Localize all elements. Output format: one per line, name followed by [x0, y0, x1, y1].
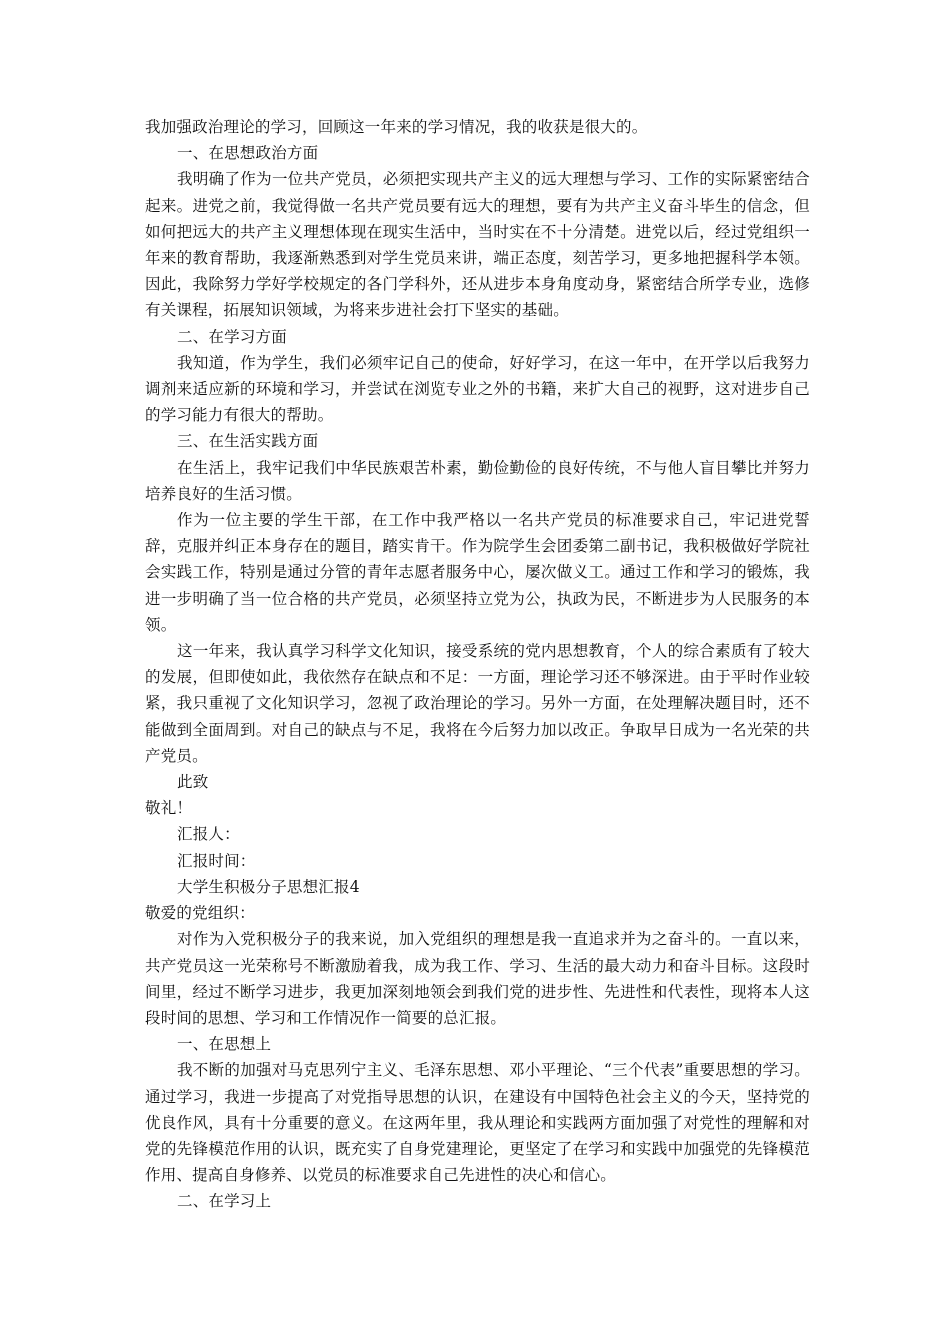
section-heading: 三、在生活实践方面: [177, 432, 319, 451]
section-heading: 一、在思想政治方面: [177, 144, 319, 163]
report-title: 大学生积极分子思想汇报4: [177, 877, 360, 896]
paragraph: 我不断的加强对马克思列宁主义、毛泽东思想、邓小平理论、“三个代表”重要思想的学习。通过学习，我进一步提高了对党指导思想的认识，在建设有中国特色社会主义的今天，坚持党的优良作风，具有十分重要的意义。在这两年里，我从理论和实践两方面加强了对党性的理解和对党的先锋模范作用的认识，既充实了自身党建理论，更坚定了在学习和实践中加强党的先锋模范作用、提高自身修养、以党员的标准要求自己先进性的决心和信心。: [145, 1061, 810, 1185]
closing-salutation: 此致: [177, 773, 209, 792]
greeting: 敬爱的党组织：: [145, 904, 255, 923]
closing-respect: 敬礼！: [145, 799, 193, 818]
paragraph: 作为一位主要的学生干部，在工作中我严格以一名共产党员的标准要求自己，牢记进党誓辞，克服并纠正本身存在的题目，踏实肯干。作为院学生会团委第二副书记，我积极做好学院社会实践工作，特别是通过分管的青年志愿者服务中心，屡次做义工。通过工作和学习的锻炼，我进一步明确了当一位合格的共产党员，必须坚持立党为公，执政为民，不断进步为人民服务的本领。: [145, 511, 810, 634]
paragraph: 我加强政治理论的学习，回顾这一年来的学习情况，我的收获是很大的。: [145, 118, 648, 136]
paragraph: 我知道，作为学生，我们必须牢记自己的使命，好好学习，在这一年中，在开学以后我努力调剂来适应新的环境和学习，并尝试在浏览专业之外的书籍，来扩大自己的视野，这对进步自己的学习能力有很大的帮助。: [145, 353, 810, 425]
reporter-label: 汇报人：: [177, 825, 240, 844]
section-heading: 二、在学习上: [177, 1192, 272, 1211]
paragraph: 在生活上，我牢记我们中华民族艰苦朴素，勤俭勤俭的良好传统，不与他人盲目攀比并努力培养良好的生活习惯。: [145, 458, 810, 503]
paragraph: 对作为入党积极分子的我来说，加入党组织的理想是我一直追求并为之奋斗的。一直以来，共产党员这一光荣称号不断激励着我，成为我工作、学习、生活的最大动力和奋斗目标。这段时间里，经过不断学习进步，我更加深刻地领会到我们党的进步性、先进性和代表性，现将本人这段时间的思想、学习和工作情况作一简要的总汇报。: [145, 930, 810, 1027]
report-time-label: 汇报时间：: [177, 851, 256, 870]
section-heading: 二、在学习方面: [177, 327, 287, 346]
paragraph: 我明确了作为一位共产党员，必须把实现共产主义的远大理想与学习、工作的实际紧密结合起来。进党之前，我觉得做一名共产党员要有远大的理想，要有为共产主义奋斗毕生的信念，但如何把远大的共产主义理想体现在现实生活中，当时实在不十分清楚。进党以后，经过党组织一年来的教育帮助，我逐渐熟悉到对学生党员来讲，端正态度，刻苦学习，更多地把握科学本领。因此，我除努力学好学校规定的各门学科外，还从进步本身角度动身，紧密结合所学专业，选修有关课程，拓展知识领域，为将来步进社会打下坚实的基础。: [145, 170, 810, 320]
section-heading: 一、在思想上: [177, 1035, 272, 1054]
document-body: [145, 114, 810, 1215]
paragraph: 这一年来，我认真学习科学文化知识，接受系统的党内思想教育，个人的综合素质有了较大的发展，但即使如此，我依然存在缺点和不足：一方面，理论学习还不够深进。由于平时作业较紧，我只重视了文化知识学习，忽视了政治理论的学习。另外一方面，在处理解决题目时，还不能做到全面周到。对自己的缺点与不足，我将在今后努力加以改正。争取早日成为一名光荣的共产党员。: [145, 642, 810, 765]
